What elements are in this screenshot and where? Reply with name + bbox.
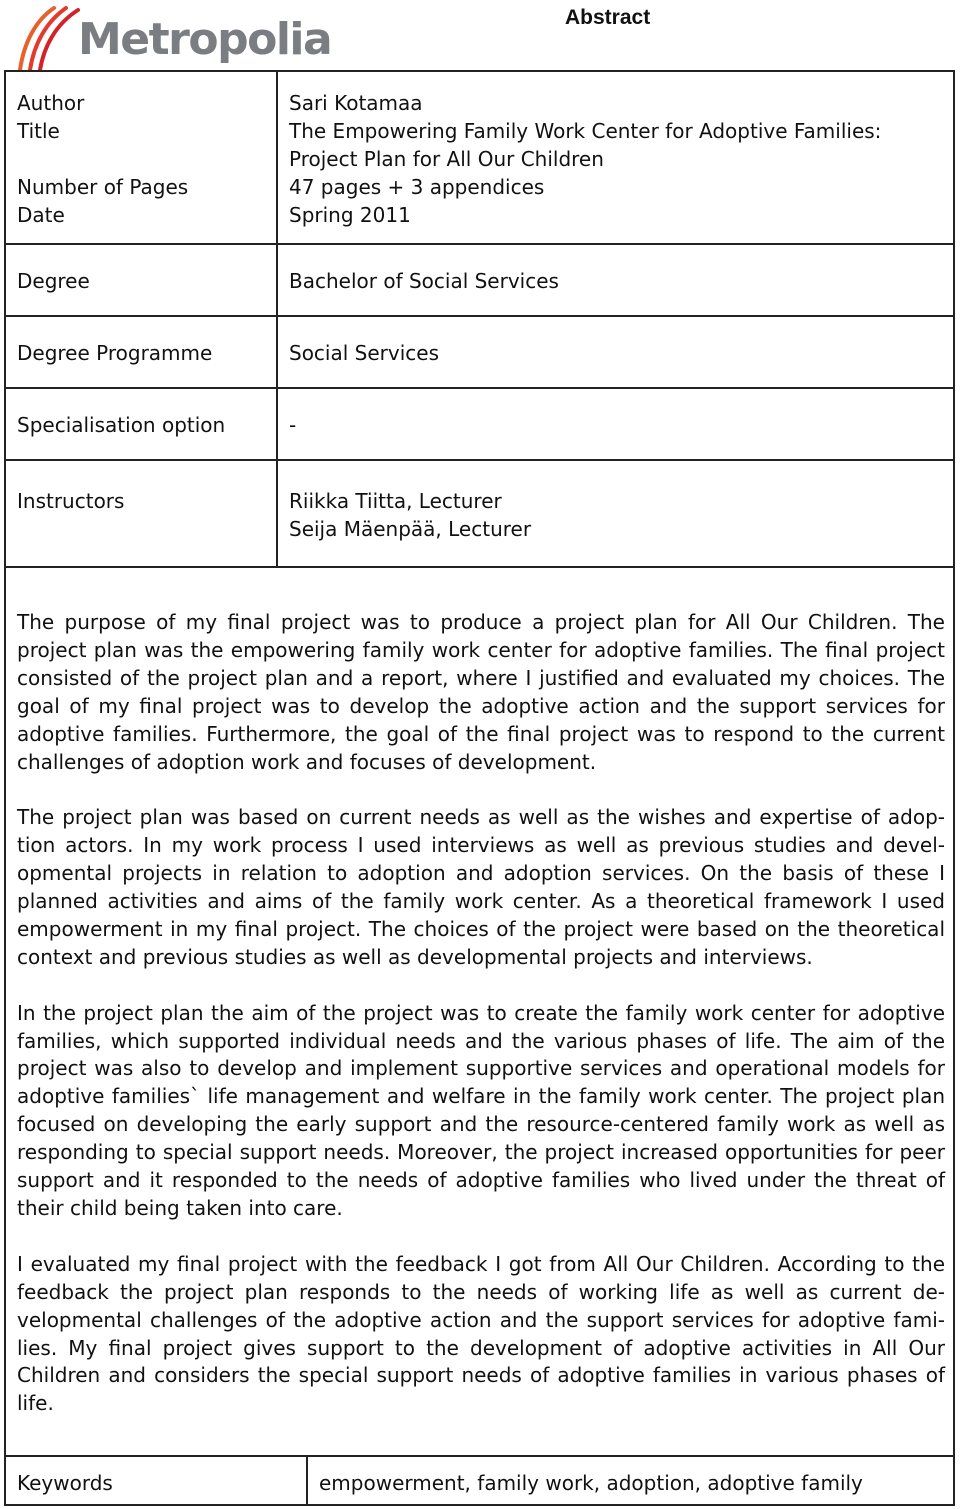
pages-label: Number of Pages bbox=[17, 175, 189, 199]
instructors-label: Instructors bbox=[17, 489, 125, 513]
row-divider bbox=[4, 243, 955, 245]
specialisation-label: Specialisation option bbox=[17, 413, 226, 437]
degree-label: Degree bbox=[17, 269, 90, 293]
logo-wordmark: Metropolia bbox=[78, 14, 332, 65]
abstract-paragraph: In the project plan the aim of the project was to create the family work center for adoptive families, which supported individual needs and the various phases of life. The aim of the project was also to develop and implement supportive services and operational models for adoptive families` life management and welfare in the family work center. The project plan focused on developing the early support and the resource-centered family work as well as responding to special support needs. Moreover, the project increased opportunities for peer support and it responded to the needs of adoptive families who lived under the threat of their child being taken into care. bbox=[17, 1000, 945, 1220]
abstract-text bbox=[17, 609, 945, 1446]
metropolia-logo bbox=[14, 2, 332, 72]
row-divider bbox=[4, 315, 955, 317]
page-title: Abstract bbox=[565, 6, 651, 29]
abstract-paragraph: The purpose of my final project was to produce a project plan for All Our Children. The project plan was the empowering family work center for adoptive families. The final project consisted of the project plan and a report, where I justified and evaluated my choices. The goal of my final project was to develop the adoptive action and the support services for adoptive families. Furthermore, the goal of the final project was to respond to the current challenges of adoption work and focuses of development. bbox=[17, 610, 945, 774]
instructor-1: Riikka Tiitta, Lecturer bbox=[289, 489, 502, 513]
title-value-line1: The Empowering Family Work Center for Adoptive Families: bbox=[289, 119, 882, 143]
row-divider bbox=[4, 459, 955, 461]
abstract-paragraph: The project plan was based on current needs as well as the wishes and expertise of adoption actors. In my work process I used interviews as well as previous studies and developmental projects in relation to adoption and adoption services. On the basis of these I planned activities and aims of the family work center. As a theoretical framework I used empowerment in my final project. The choices of the project were based on the theoretical context and previous studies as well as developmental projects and interviews. bbox=[17, 805, 945, 969]
programme-value: Social Services bbox=[289, 341, 439, 365]
programme-label: Degree Programme bbox=[17, 341, 213, 365]
specialisation-value: - bbox=[289, 413, 297, 437]
logo-swoosh-icon bbox=[14, 2, 84, 72]
title-value-line2: Project Plan for All Our Children bbox=[289, 147, 604, 171]
row-divider bbox=[4, 566, 955, 568]
author-value: Sari Kotamaa bbox=[289, 91, 423, 115]
document-header bbox=[0, 0, 960, 72]
date-value: Spring 2011 bbox=[289, 203, 411, 227]
pages-value: 47 pages + 3 appendices bbox=[289, 175, 545, 199]
row-divider bbox=[4, 1455, 955, 1457]
instructor-2: Seija Mäenpää, Lecturer bbox=[289, 517, 532, 541]
abstract-paragraph: I evaluated my final project with the feedback I got from All Our Children. According to the feedback the project plan responds to the needs of working life as well as current developmental challenges of the adoptive action and the support services for adoptive families. My final project gives support to the development of adoptive activities in All Our Children and considers the special support needs of adoptive families in various phases of life. bbox=[17, 1251, 945, 1416]
keywords-value: empowerment, family work, adoption, adoptive family bbox=[319, 1471, 863, 1495]
column-divider bbox=[276, 70, 278, 567]
title-label: Title bbox=[17, 119, 60, 143]
author-label: Author bbox=[17, 91, 85, 115]
date-label: Date bbox=[17, 203, 65, 227]
keywords-label: Keywords bbox=[17, 1471, 113, 1495]
degree-value: Bachelor of Social Services bbox=[289, 269, 559, 293]
column-divider bbox=[306, 1455, 308, 1506]
row-divider bbox=[4, 387, 955, 389]
